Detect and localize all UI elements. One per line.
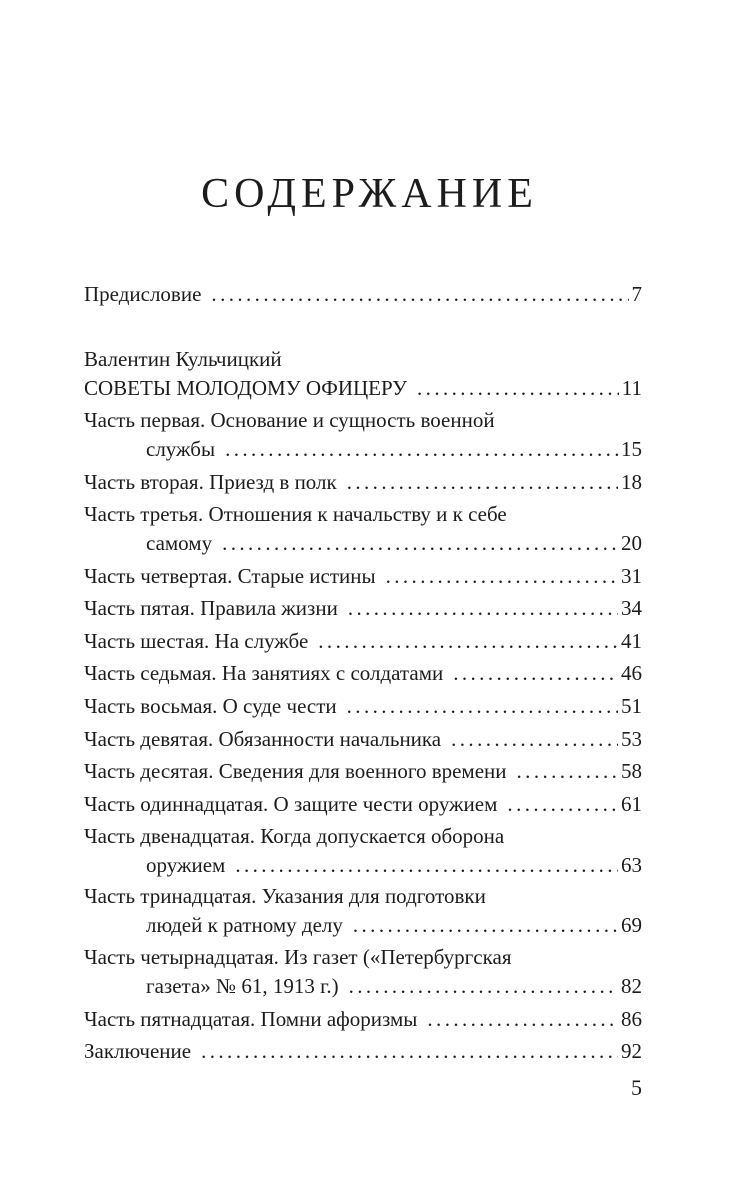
dot-leader bbox=[517, 756, 618, 786]
toc-entry-part12 bbox=[84, 850, 642, 880]
toc-entry-conclusion bbox=[84, 1036, 642, 1066]
dot-leader bbox=[347, 691, 618, 721]
toc-entry-part13 bbox=[84, 910, 642, 940]
toc-entry-title: Часть восьмая. О суде чести bbox=[84, 694, 337, 718]
toc-entry-part9 bbox=[84, 724, 642, 754]
toc-entry-title: Часть вторая. Приезд в полк bbox=[84, 470, 337, 494]
toc-entry-page: 18 bbox=[621, 470, 642, 494]
toc-entry-page: 15 bbox=[621, 437, 642, 461]
toc-entry-part14 bbox=[84, 971, 642, 1001]
toc-entry-part12-line1: Часть двенадцатая. Когда допускается оборона bbox=[84, 824, 505, 848]
dot-leader bbox=[451, 724, 618, 754]
toc-entry-page: 58 bbox=[621, 759, 642, 783]
toc-entry-page: 53 bbox=[621, 727, 642, 751]
toc-entry-part13-line1: Часть тринадцатая. Указания для подготовки bbox=[84, 884, 486, 908]
dot-leader bbox=[235, 850, 618, 880]
toc-entry-title: Часть пятнадцатая. Помни афоризмы bbox=[84, 1007, 418, 1031]
toc-entry-title: людей к ратному делу bbox=[146, 913, 343, 937]
dot-leader bbox=[349, 971, 618, 1001]
toc-entry-part5 bbox=[84, 593, 642, 623]
dot-leader bbox=[222, 528, 618, 558]
toc-entry-page: 11 bbox=[621, 376, 642, 400]
dot-leader bbox=[225, 434, 618, 464]
toc-entry-title: Заключение bbox=[84, 1039, 192, 1063]
dot-leader bbox=[347, 467, 618, 497]
toc-entry-part15 bbox=[84, 1004, 642, 1034]
toc-entry-title: Часть девятая. Обязанности начальника bbox=[84, 727, 442, 751]
toc-entry-part14-line1: Часть четырнадцатая. Из газет («Петербургская bbox=[84, 945, 512, 969]
toc-entry-page: 7 bbox=[631, 282, 642, 306]
toc-entry-title: Часть шестая. На службе bbox=[84, 629, 309, 653]
dot-leader bbox=[453, 658, 618, 688]
toc-entry-part6 bbox=[84, 626, 642, 656]
toc-entry-page: 31 bbox=[621, 564, 642, 588]
toc-entry-preface bbox=[84, 279, 642, 309]
toc-entry-page: 82 bbox=[621, 974, 642, 998]
toc-entry-title: Часть седьмая. На занятиях с солдатами bbox=[84, 661, 444, 685]
toc-entry-page: 46 bbox=[621, 661, 642, 685]
toc-entry-part1 bbox=[84, 434, 642, 464]
toc-entry-page: 20 bbox=[621, 531, 642, 555]
toc-entry-title: службы bbox=[146, 437, 216, 461]
toc-entry-page: 63 bbox=[621, 853, 642, 877]
dot-leader bbox=[201, 1036, 618, 1066]
toc-entry-title: самому bbox=[146, 531, 213, 555]
dot-leader bbox=[353, 910, 618, 940]
dot-leader bbox=[348, 593, 618, 623]
toc-entry-part11 bbox=[84, 789, 642, 819]
toc-author: Валентин Кульчицкий bbox=[84, 347, 282, 371]
toc-entry-title: Часть четвертая. Старые истины bbox=[84, 564, 376, 588]
page-number: 5 bbox=[631, 1075, 642, 1100]
dot-leader bbox=[427, 1004, 618, 1034]
toc-entry-page: 34 bbox=[621, 596, 642, 620]
toc-entry-page: 61 bbox=[621, 792, 642, 816]
toc-entry-part8 bbox=[84, 691, 642, 721]
toc-entry-part2 bbox=[84, 467, 642, 497]
toc-entry-page: 41 bbox=[621, 629, 642, 653]
dot-leader bbox=[211, 279, 628, 309]
dot-leader bbox=[386, 561, 618, 591]
toc-entry-title: газета» № 61, 1913 г.) bbox=[146, 974, 339, 998]
toc-entry-part4 bbox=[84, 561, 642, 591]
dot-leader bbox=[507, 789, 618, 819]
toc-entry-part3 bbox=[84, 528, 642, 558]
toc-entry-page: 86 bbox=[621, 1007, 642, 1031]
toc-entry-part3-line1: Часть третья. Отношения к начальству и к себе bbox=[84, 502, 507, 526]
toc-entry-book bbox=[84, 373, 642, 403]
toc-entry-part7 bbox=[84, 658, 642, 688]
dot-leader bbox=[417, 373, 619, 403]
toc-entry-title: Предисловие bbox=[84, 282, 202, 306]
toc-entry-title: СОВЕТЫ МОЛОДОМУ ОФИЦЕРУ bbox=[84, 376, 408, 400]
page-title: СОДЕРЖАНИЕ bbox=[201, 171, 538, 217]
toc-entry-title: Часть десятая. Сведения для военного времени bbox=[84, 759, 507, 783]
toc-entry-part10 bbox=[84, 756, 642, 786]
toc-entry-title: Часть пятая. Правила жизни bbox=[84, 596, 338, 620]
dot-leader bbox=[318, 626, 618, 656]
toc-entry-part1-line1: Часть первая. Основание и сущность военной bbox=[84, 408, 495, 432]
toc-entry-page: 92 bbox=[621, 1039, 642, 1063]
toc-entry-page: 69 bbox=[621, 913, 642, 937]
toc-entry-title: Часть одиннадцатая. О защите чести оружием bbox=[84, 792, 498, 816]
toc-entry-page: 51 bbox=[621, 694, 642, 718]
toc-entry-title: оружием bbox=[146, 853, 226, 877]
